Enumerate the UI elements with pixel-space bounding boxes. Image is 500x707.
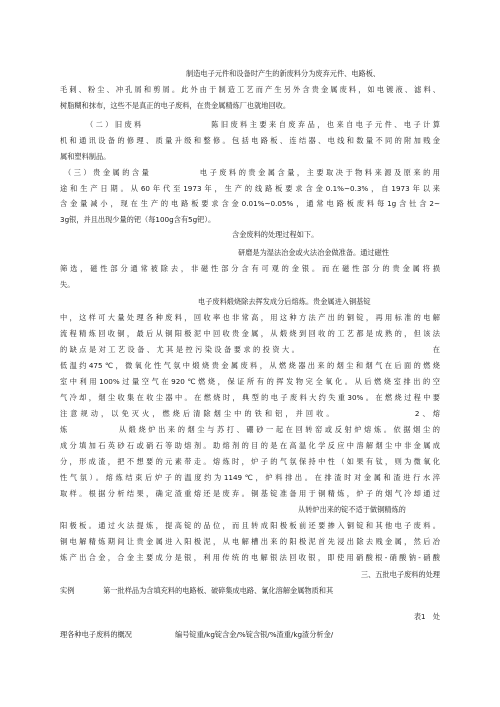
text-line: 实例 第一批样品为含填充料的电路板、破碎集成电路、氰化溶解金属物质和其 <box>60 586 334 595</box>
text-line: （三）贵金属的含量 电子废料的贵金属含量，主要取决于物料来源及原来的用 <box>64 168 440 177</box>
text-line: 注意规动，以免灭火，燃烧后清除烟尘中的铁和铝，并回收。 2、熔 <box>60 409 440 418</box>
text-line: 树脂糊和抹布，这些不是真正的电子废料，在贵金属精炼厂也就地回收。 <box>60 101 291 110</box>
text-line: 中，这样可大量处理各种废料，回收率也非常高，用这种方法产出的铜锭，再用标准的电解 <box>60 313 440 322</box>
text-line: 机和通讯设备的修理、质量升级和整修。包括电路板、连结器、电线和数量不同的附加贱金 <box>60 136 440 145</box>
text-line: 低温约475℃，微氧化性气氛中煅烧贵金属废料，从燃烧器出来的烟尘和烟气在后面的燃烧 <box>60 361 440 370</box>
text-line: 失。 <box>60 280 75 289</box>
text-line: 性气氛）。熔炼结束后炉子的温度约为1149℃，炉料排出。在排渣时对金属和渣进行水淬 <box>60 473 440 482</box>
text-line: 分，形成渣，把不想要的元素带走。熔炼时，炉子的气氛保持中性（如果有钛，则为微氧化 <box>60 457 440 466</box>
text-line: 的缺点是对工艺设备、尤其是控污染设备要求的投资大。 在 <box>60 345 440 354</box>
text-line: 炼产出合金，合金主要成分是银，利用传统的电解银法回收银，即使用硝酸根-硝酸钠-硝酸 <box>60 553 440 562</box>
text-line: 炼 从煅烧炉出来的烟尘与苏打、硼砂一起在回转窑或反射炉熔炼。依据烟尘的 <box>60 425 440 434</box>
text-line: 筛选，磁性部分通常被除去，非磁性部分含有可观的金银。而在磁性部分的贵金属将损 <box>60 264 440 273</box>
text-line: 研磨是为湿法冶金或火法冶金做准备。通过磁性 <box>238 248 389 257</box>
text-line: 制造电子元件和设备时产生的新废料分为废弃元件、电路板、 <box>186 69 381 78</box>
text-line: 3g银，并且出现少量的钯（每100g含有5g钯）。 <box>60 215 216 224</box>
text-line: 属和塑料制品。 <box>60 152 111 161</box>
text-line: 流程精炼回收铜，最后从铜阳极泥中回收贵金属，从煅烧到回收的工艺都是成熟的，但该法 <box>60 329 440 338</box>
text-line: 成分填加石英砂石或硝石等助熔剂。助熔剂的目的是在高温化学反应中溶解烟尘中非金属成 <box>60 441 440 450</box>
text-line: 取样。根据分析结果，确定渣重熔还是废弃。铜基锭准备用于铜精炼，炉子的烟气冷却通过 <box>60 489 440 498</box>
text-line: 气冷却，烟尘收集在收尘器中。在燃烧时，典型的电子废料大约失重30%。在燃烧过程中要 <box>60 393 440 402</box>
text-line: 电子废料煅烧除去挥发成分后熔炼。贵金属进入铜基锭 <box>198 297 371 306</box>
text-line: 室中利用100%过量空气在920℃燃烧，保证所有的挥发物完全氧化。从后燃烧室排出的空 <box>60 377 440 386</box>
text-line: 从转炉出来的锭不适于做铜精炼的 <box>298 505 406 514</box>
text-line: 阳极板。通过火法提炼，提高锭的品位，而且转成阳极板前还要掺入铜锭和其他电子废料。 <box>60 521 440 530</box>
table-header-line: 理各种电子废料的概况 编号锭重/kg锭含金/%锭含银/%渣重/kg渣分析金/ <box>60 630 334 639</box>
text-line: 铜电解精炼期间让贵金属进入阳极泥，从电解槽出来的阳极泥首先浸出除去贱金属，然后冶 <box>60 537 440 546</box>
text-line: 含金量减小，现在生产的电路板要求含金0.01%~0.05%，通常电路板废料每1g含钍含2~ <box>60 199 440 208</box>
text-line: （二）旧废料 陈旧废料主要来自废弃品，也来自电子元件、电子计算 <box>86 120 440 129</box>
text-line: 含金废料的处理过程如下。 <box>232 230 319 239</box>
text-line: 途和生产日期。从60年代至1973年，生产的线路板要求含金0.1%~0.3%，自1973年以来 <box>60 184 440 193</box>
text-line: 毛刺、粉尘、冲孔屑和剪屑。此外由于制造工艺而产生另外含贵金属废料，如电镀液、滤料、 <box>60 85 440 94</box>
table-caption: 表1 处 <box>413 612 440 621</box>
section-heading: 三、五批电子废料的处理 <box>360 570 440 579</box>
